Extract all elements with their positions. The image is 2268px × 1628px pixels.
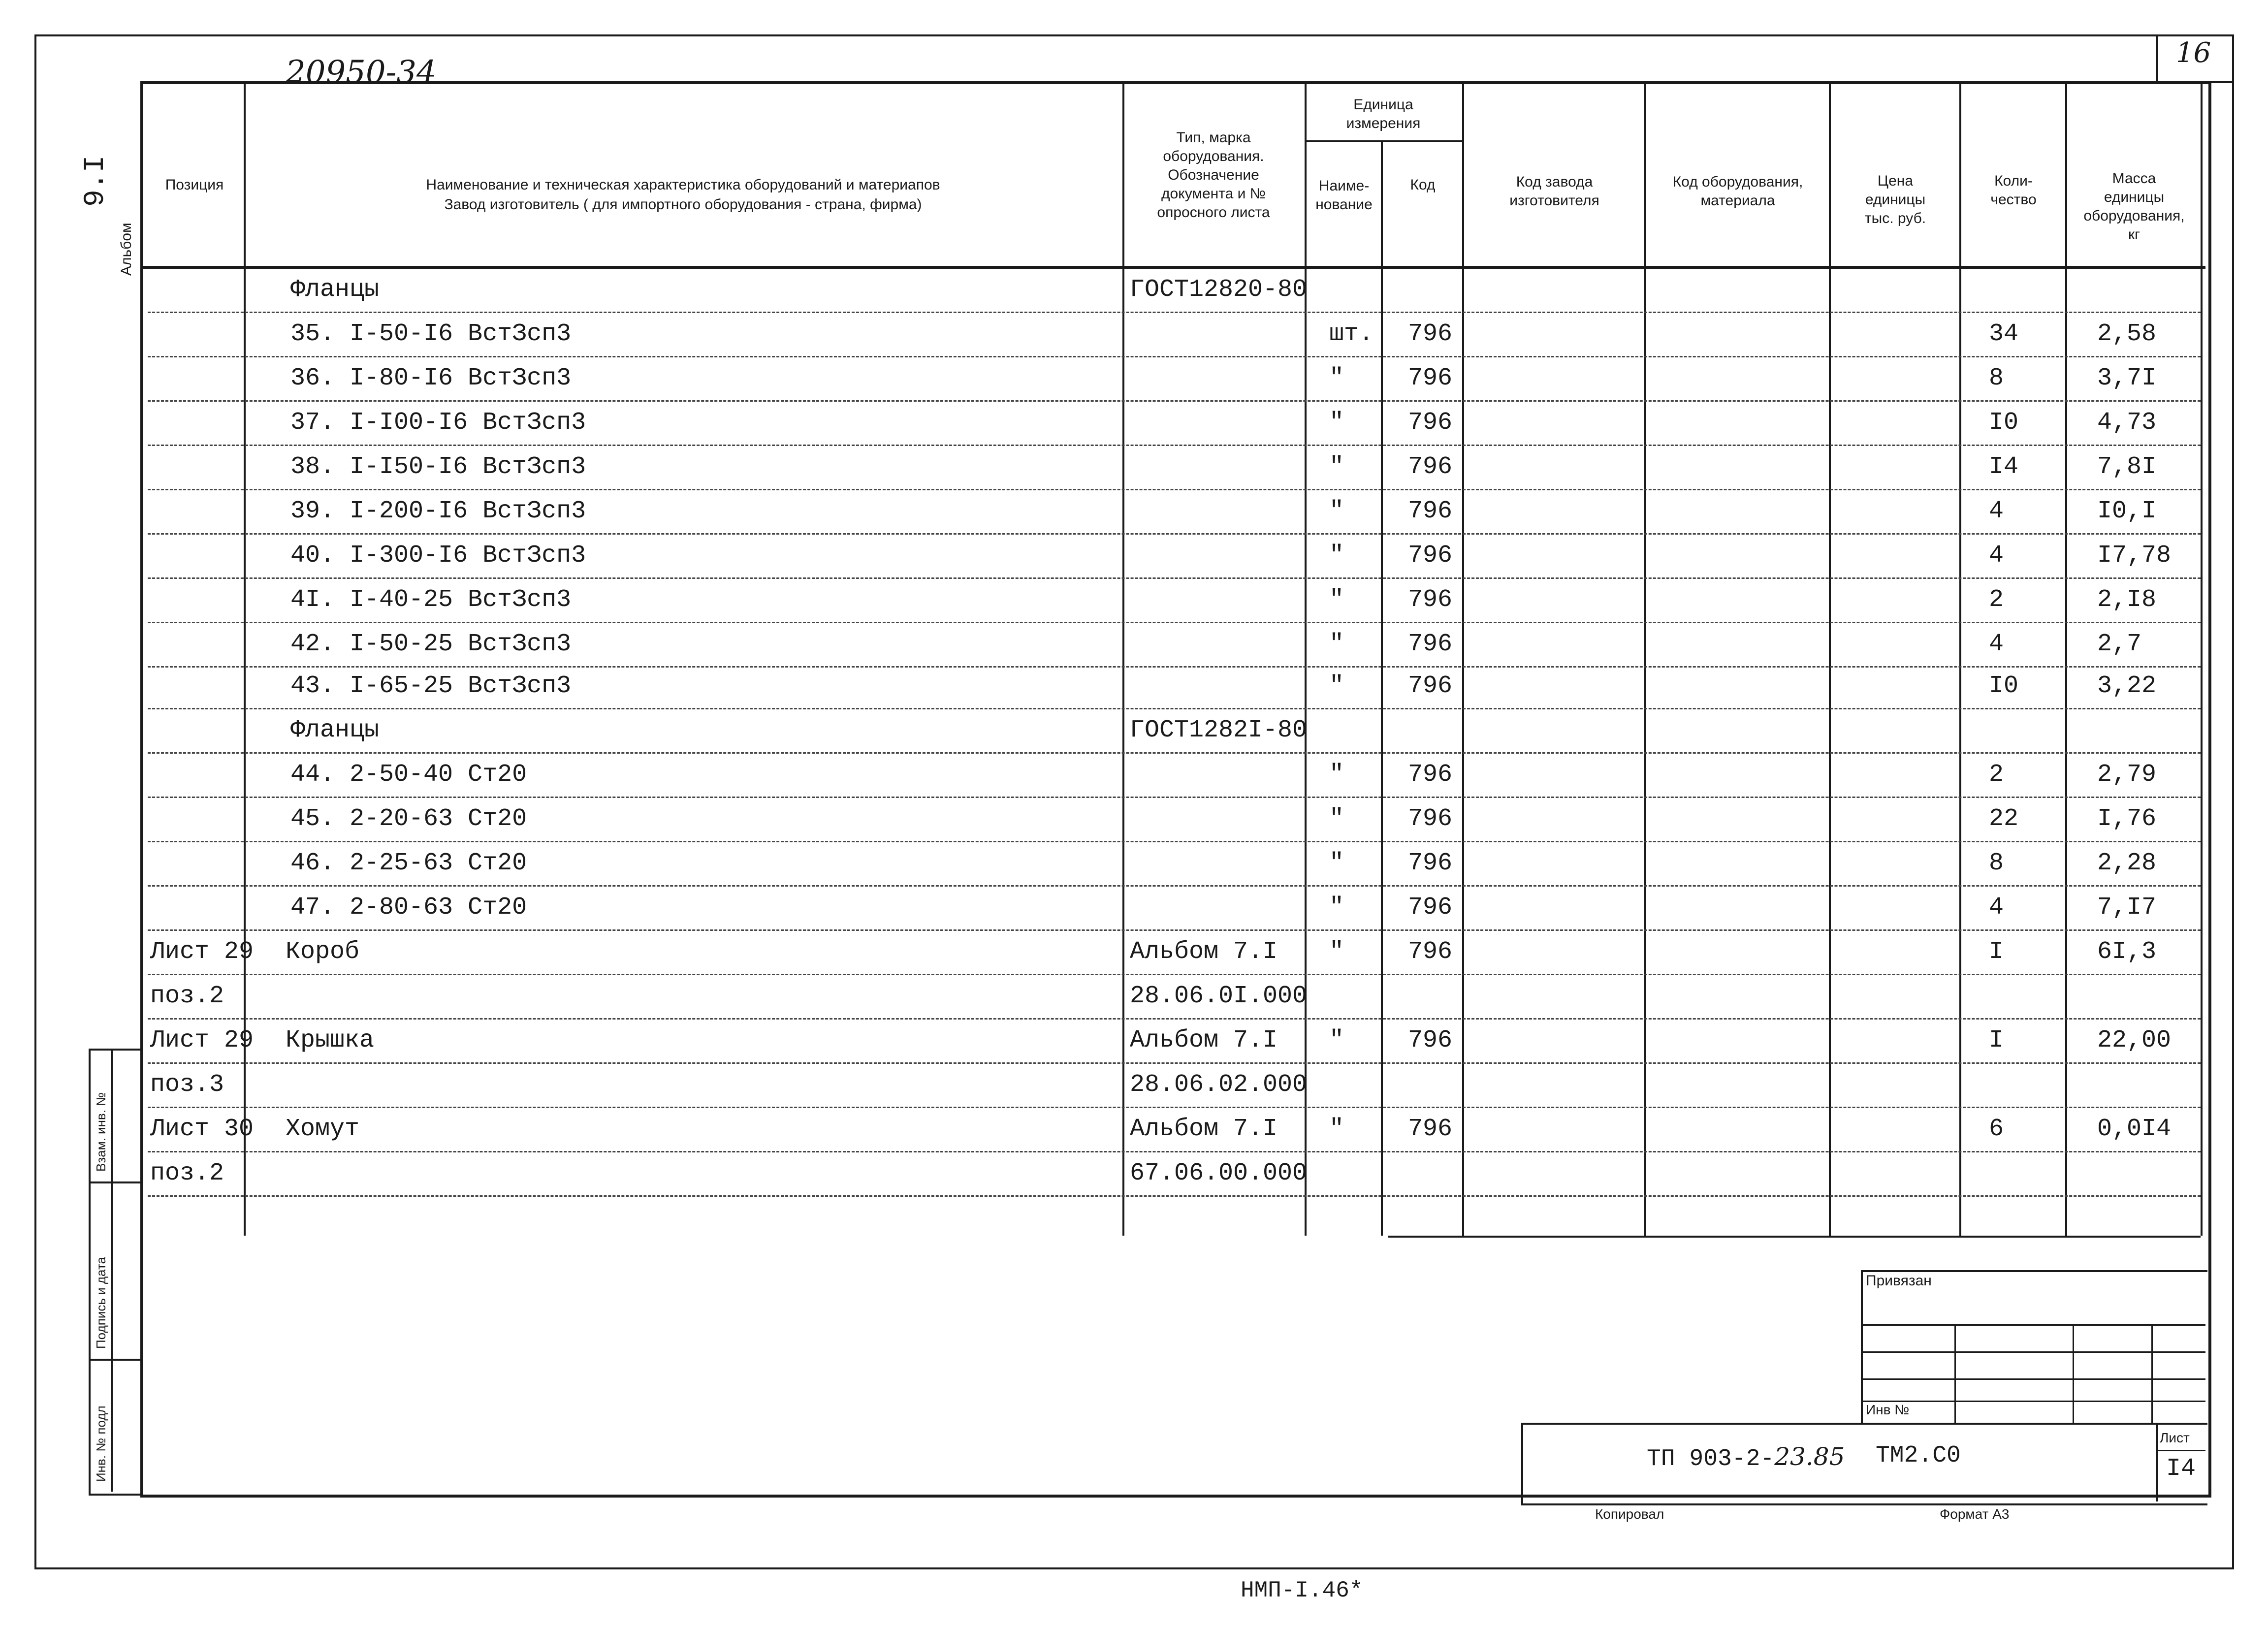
row-type: Альбом 7.I: [1130, 1026, 1278, 1054]
sheet-label: Лист: [2160, 1430, 2190, 1445]
main-stamp: [1521, 1423, 2207, 1505]
row-separator: [148, 1151, 2201, 1152]
inv-no-label: Инв №: [1866, 1402, 1910, 1417]
row-code: 796: [1408, 364, 1453, 392]
row-unit: ": [1329, 630, 1344, 658]
doc-number: 20950-34: [286, 54, 437, 91]
row-quantity: I0: [1989, 672, 2019, 700]
row-name: Хомут: [286, 1115, 360, 1143]
row-separator: [148, 1195, 2201, 1197]
col-line-mass: [2201, 84, 2203, 1236]
row-quantity: 4: [1989, 894, 2004, 922]
row-unit: ": [1329, 1026, 1344, 1054]
row-unit: ": [1329, 1115, 1344, 1143]
row-separator: [148, 622, 2201, 623]
row-quantity: I: [1989, 938, 2004, 966]
sheet-number: I4: [2166, 1455, 2196, 1483]
row-unit: ": [1329, 409, 1344, 437]
header-price-2: единицы: [1865, 192, 1926, 208]
col-line-unit: [1381, 140, 1383, 1236]
header-bottom-line: [143, 266, 2205, 269]
header-type-5: опросного листа: [1157, 204, 1270, 221]
header-unit-name-1: Наиме-: [1318, 178, 1370, 194]
copied-label: Копировал: [1595, 1506, 1664, 1522]
bound-label: Привязан: [1866, 1273, 1932, 1289]
row-separator: [148, 533, 2201, 535]
header-price-3: тыс. руб.: [1864, 210, 1926, 226]
row-separator: [148, 708, 2201, 709]
header-mass-4: кг: [2128, 226, 2140, 243]
row-name: 43. I-65-25 ВстЗсп3: [290, 672, 572, 700]
row-type: 67.06.00.000: [1130, 1159, 1308, 1187]
row-unit: ": [1329, 761, 1344, 789]
row-code: 796: [1408, 630, 1453, 658]
header-mass-1: Масса: [2112, 170, 2156, 187]
row-position: Лист 29: [150, 938, 254, 966]
header-type-3: Обозначение: [1168, 167, 1259, 183]
row-name: 44. 2-50-40 Ст20: [290, 761, 527, 789]
album-label: Альбом: [118, 223, 134, 276]
row-name: Крышка: [286, 1026, 375, 1054]
row-mass: 4,73: [2097, 409, 2157, 437]
row-name: 38. I-I50-I6 ВстЗсп3: [290, 453, 586, 481]
project-code: [1647, 1442, 1845, 1472]
header-mass-3: оборудования,: [2083, 208, 2185, 224]
bound-vline-1: [1954, 1324, 1956, 1423]
row-separator: [148, 445, 2201, 446]
row-name: 4I. I-40-25 ВстЗсп3: [290, 586, 572, 614]
row-unit: ": [1329, 805, 1344, 833]
header-qty-1: Коли-: [1994, 173, 2033, 189]
row-code: 796: [1408, 497, 1453, 525]
row-type: ГОСТ12820-80: [1130, 276, 1308, 304]
side-vzam-inv: Взам. инв. №: [94, 1092, 108, 1172]
drawing-code: ТМ2.С0: [1876, 1442, 1961, 1469]
header-position: Позиция: [165, 177, 224, 193]
header-type-2: оборудования.: [1163, 148, 1264, 164]
header-unit-code: Код: [1410, 177, 1436, 193]
row-separator: [148, 797, 2201, 798]
row-separator: [148, 974, 2201, 975]
row-mass: 0,0I4: [2097, 1115, 2172, 1143]
page-corner-number: 16: [2176, 37, 2211, 69]
row-type: ГОСТ1282I-80: [1130, 716, 1308, 744]
row-name: 36. I-80-I6 ВстЗсп3: [290, 364, 572, 392]
row-type: 28.06.0I.000: [1130, 982, 1308, 1010]
row-separator: [148, 1018, 2201, 1020]
header-name-2: Завод изготовитель ( для импортного оборудования - страна, фирма): [444, 196, 922, 213]
side-inv-podl: Инв. № подл: [94, 1405, 108, 1482]
album-number: 9.I: [80, 155, 112, 207]
header-equip-2: материала: [1700, 192, 1775, 209]
header-unit-1: Единица: [1353, 96, 1413, 113]
row-unit: ": [1329, 453, 1344, 481]
row-position: Лист 29: [150, 1026, 254, 1054]
row-separator: [148, 312, 2201, 313]
row-code: 796: [1408, 849, 1453, 877]
row-unit: ": [1329, 849, 1344, 877]
row-separator: [148, 666, 2201, 668]
row-name: 35. I-50-I6 ВстЗсп3: [290, 320, 572, 348]
table-bottom-line: [1388, 1236, 2201, 1238]
row-mass: 2,58: [2097, 320, 2157, 348]
row-code: 796: [1408, 805, 1453, 833]
row-unit: ": [1329, 586, 1344, 614]
row-code: 796: [1408, 938, 1453, 966]
row-code: 796: [1408, 672, 1453, 700]
row-position: поз.2: [150, 1159, 224, 1187]
row-type: Альбом 7.I: [1130, 938, 1278, 966]
row-quantity: I0: [1989, 409, 2019, 437]
row-code: 796: [1408, 761, 1453, 789]
row-separator: [148, 489, 2201, 490]
side-line-2: [89, 1359, 140, 1361]
project-code-handwritten: 23.85: [1774, 1442, 1845, 1471]
row-quantity: 4: [1989, 542, 2004, 570]
header-price-1: Цена: [1877, 173, 1914, 189]
row-name: 45. 2-20-63 Ст20: [290, 805, 527, 833]
row-unit: ": [1329, 497, 1344, 525]
side-sign-date: Подпись и дата: [94, 1256, 108, 1349]
row-quantity: 34: [1989, 320, 2019, 348]
row-unit: ": [1329, 938, 1344, 966]
row-separator: [148, 577, 2201, 579]
project-code-print: ТП 903-2-: [1647, 1446, 1775, 1472]
row-name: 37. I-I00-I6 ВстЗсп3: [290, 409, 586, 437]
row-mass: 2,I8: [2097, 586, 2157, 614]
row-code: 796: [1408, 1115, 1453, 1143]
row-separator: [148, 356, 2201, 357]
row-name: 40. I-300-I6 ВстЗсп3: [290, 542, 586, 570]
row-name: 46. 2-25-63 Ст20: [290, 849, 527, 877]
row-code: 796: [1408, 1026, 1453, 1054]
row-mass: 3,7I: [2097, 364, 2157, 392]
header-name-1: Наименование и техническая характеристика оборудований и материапов: [426, 177, 940, 193]
row-type: Альбом 7.I: [1130, 1115, 1278, 1143]
bound-line-3: [1861, 1378, 2205, 1380]
row-unit: ": [1329, 672, 1344, 700]
row-mass: I0,I: [2097, 497, 2157, 525]
side-line-1: [89, 1181, 140, 1183]
row-unit: ": [1329, 894, 1344, 922]
row-code: 796: [1408, 453, 1453, 481]
row-quantity: 2: [1989, 761, 2004, 789]
header-mass-2: единицы: [2104, 189, 2165, 205]
row-quantity: 8: [1989, 364, 2004, 392]
side-vline: [111, 1049, 113, 1492]
row-mass: 2,79: [2097, 761, 2157, 789]
row-name: 42. I-50-25 ВстЗсп3: [290, 630, 572, 658]
row-quantity: 8: [1989, 849, 2004, 877]
bound-vline-3: [2151, 1324, 2153, 1423]
bound-vline-2: [2073, 1324, 2074, 1423]
row-quantity: 2: [1989, 586, 2004, 614]
row-name: Короб: [286, 938, 360, 966]
header-factory-1: Код завода: [1516, 174, 1593, 190]
row-mass: 3,22: [2097, 672, 2157, 700]
row-separator: [148, 752, 2201, 754]
row-separator: [148, 841, 2201, 842]
row-mass: I7,78: [2097, 542, 2172, 570]
row-name: Фланцы: [290, 276, 380, 304]
row-unit: ": [1329, 542, 1344, 570]
bound-line-4: [1861, 1401, 2205, 1402]
row-separator: [148, 400, 2201, 402]
row-code: 796: [1408, 894, 1453, 922]
row-mass: 22,00: [2097, 1026, 2172, 1054]
header-type-1: Тип, марка: [1176, 129, 1251, 146]
format-label: Формат А3: [1940, 1506, 2010, 1522]
row-position: поз.3: [150, 1071, 224, 1099]
row-mass: 7,I7: [2097, 894, 2157, 922]
row-separator: [148, 885, 2201, 887]
row-quantity: 4: [1989, 497, 2004, 525]
header-unit-2: измерения: [1346, 115, 1421, 131]
row-code: 796: [1408, 320, 1453, 348]
header-type-4: документа и №: [1161, 186, 1266, 202]
unit-sub-line: [1305, 140, 1462, 142]
row-mass: 7,8I: [2097, 453, 2157, 481]
header-qty-2: чество: [1990, 192, 2037, 208]
row-separator: [148, 1107, 2201, 1108]
row-mass: 2,7: [2097, 630, 2142, 658]
row-mass: I,76: [2097, 805, 2157, 833]
row-quantity: I4: [1989, 453, 2019, 481]
header-unit-name-2: нование: [1315, 196, 1373, 213]
row-name: 47. 2-80-63 Ст20: [290, 894, 527, 922]
row-separator: [148, 929, 2201, 931]
stamp-sheet-hline: [2156, 1450, 2205, 1451]
row-code: 796: [1408, 586, 1453, 614]
row-separator: [148, 1062, 2201, 1064]
row-type: 28.06.02.000: [1130, 1071, 1308, 1099]
row-quantity: 6: [1989, 1115, 2004, 1143]
row-position: поз.2: [150, 982, 224, 1010]
row-unit: ": [1329, 364, 1344, 392]
row-quantity: 4: [1989, 630, 2004, 658]
row-name: 39. I-200-I6 ВстЗсп3: [290, 497, 586, 525]
row-unit: шт.: [1329, 320, 1374, 348]
row-quantity: I: [1989, 1026, 2004, 1054]
header-factory-2: изготовителя: [1509, 192, 1599, 209]
row-mass: 6I,3: [2097, 938, 2157, 966]
row-quantity: 22: [1989, 805, 2019, 833]
row-code: 796: [1408, 542, 1453, 570]
row-mass: 2,28: [2097, 849, 2157, 877]
footer-stamp: НМП-I.46*: [1241, 1578, 1363, 1603]
bound-line-1: [1861, 1324, 2205, 1326]
stamp-sheet-vline: [2156, 1423, 2158, 1501]
row-position: Лист 30: [150, 1115, 254, 1143]
bound-line-2: [1861, 1351, 2205, 1353]
row-name: Фланцы: [290, 716, 380, 744]
row-code: 796: [1408, 409, 1453, 437]
header-equip-1: Код оборудования,: [1672, 174, 1803, 190]
